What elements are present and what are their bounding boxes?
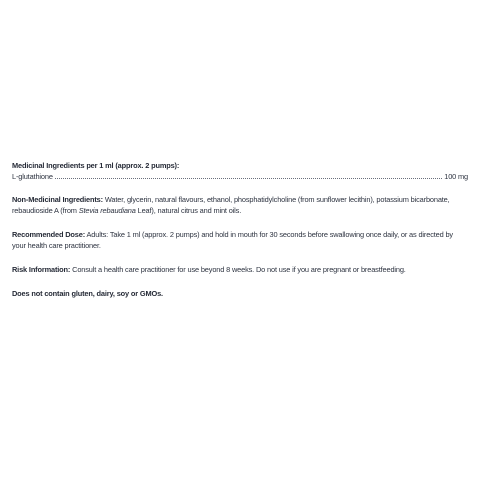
non-medicinal-label: Non-Medicinal Ingredients: (12, 195, 103, 204)
ingredients-panel (12, 160, 468, 299)
allergen-note: Does not contain gluten, dairy, soy or GMOs. (12, 289, 163, 298)
medicinal-section (12, 160, 468, 182)
non-medicinal-text-2: Leaf), natural citrus and mint oils. (137, 206, 242, 215)
medicinal-heading: Medicinal Ingredients per 1 ml (approx. 2 pumps): (12, 161, 180, 170)
dose-section (12, 229, 468, 251)
non-medicinal-section (12, 194, 468, 216)
dose-text: Adults: Take 1 ml (approx. 2 pumps) and hold in mouth for 30 seconds before swallowing once daily, or as directed by your health care practitioner. (12, 230, 453, 250)
non-medicinal-text-1: Water, glycerin, natural flavours, ethanol, phosphatidylcholine (from sunflower lecithin), potassium bicarbonate, rebaudioside A (from (12, 195, 450, 215)
risk-section (12, 264, 468, 275)
risk-label: Risk Information: (12, 265, 71, 274)
dose-label: Recommended Dose: (12, 230, 86, 239)
risk-text: Consult a health care practitioner for use beyond 8 weeks. Do not use if you are pregnant or breastfeeding. (72, 265, 406, 274)
ingredient-row (12, 171, 468, 182)
ingredient-amount: 100 mg (444, 172, 468, 181)
dot-leader (55, 177, 442, 179)
non-medicinal-italic: Stevia rebaudiana (78, 206, 136, 215)
ingredient-name: L-glutathione (12, 172, 53, 181)
